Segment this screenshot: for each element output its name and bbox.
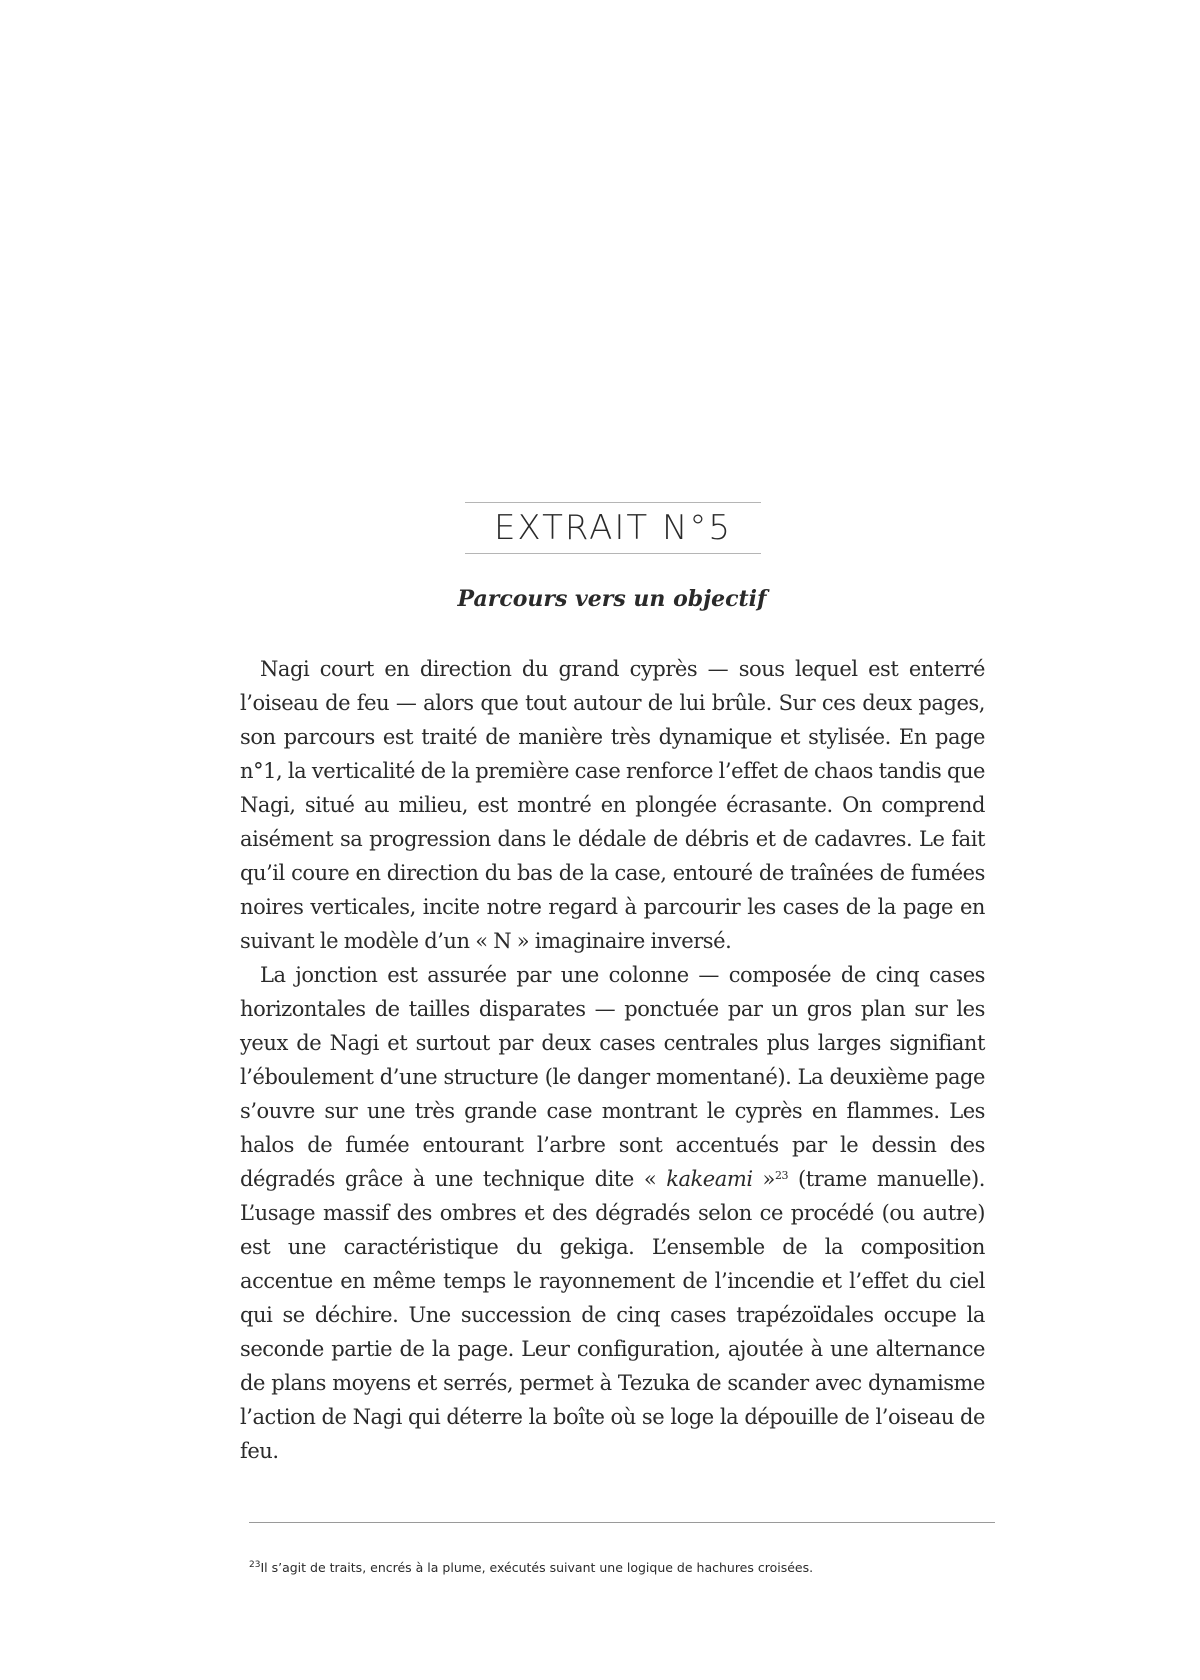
emphasis-kakeami: kakeami [666,1167,753,1191]
body-text [240,652,985,1468]
section-heading-text: EXTRAIT N°5 [493,508,733,548]
footnote [249,1559,1049,1577]
quote-close: » [752,1167,775,1191]
paragraph-2-end: (trame manuelle). L’usage massif des ombres et des dégradés selon ce procédé (ou autre) est une caractéristique du gekiga. L’ensemble de la composition accentue en même temps le rayonnement de l’incendie et l’effet du ciel qui se déchire. Une succession de cinq cases trapézoïdales occupe la seconde partie de la page. Leur configuration, ajoutée à une alternance de plans moyens et serrés, permet à Tezuka de scander avec dynamisme l’action de Nagi qui déterre la boîte où se loge la dépouille de l’oiseau de feu. [240,1167,985,1463]
footnote-number: 23 [249,1560,261,1570]
section-heading [465,502,761,554]
paragraph-2-start: La jonction est assurée par une colonne — composée de cinq cases horizontales de tailles disparates — ponctuée par un gros plan sur les yeux de Nagi et surtout par deux cases centrales plus larges signifiant l’éboulement d’une structure (le danger momentané). La deuxième page s’ouvre sur une très grande case montrant le cyprès en flammes. Les halos de fumée entourant l’arbre sont accentués par le dessin des dégradés grâce à une technique dite « [240,963,985,1191]
paragraph-1: Nagi court en direction du grand cyprès — sous lequel est enterré l’oiseau de feu — alors que tout autour de lui brûle. Sur ces deux pages, son parcours est traité de manière très dynamique et stylisée. En page n°1, la verticalité de la première case renforce l’effet de chaos tandis que Nagi, situé au milieu, est montré en plongée écrasante. On comprend aisément sa progression dans le dédale de débris et de cadavres. Le fait qu’il coure en direction du bas de la case, entouré de traînées de fumées noires verticales, incite notre regard à parcourir les cases de la page en suivant le modèle d’un « N » imaginaire inversé. [240,657,985,953]
paragraph-2 [240,958,985,1468]
section-subtitle: Parcours vers un objectif [457,586,767,612]
footnote-reference[interactable]: 23 [774,1169,789,1182]
footnote-text: Il s’agit de traits, encrés à la plume, exécutés suivant une logique de hachures croisées. [260,1560,814,1575]
footnote-divider [249,1522,995,1523]
